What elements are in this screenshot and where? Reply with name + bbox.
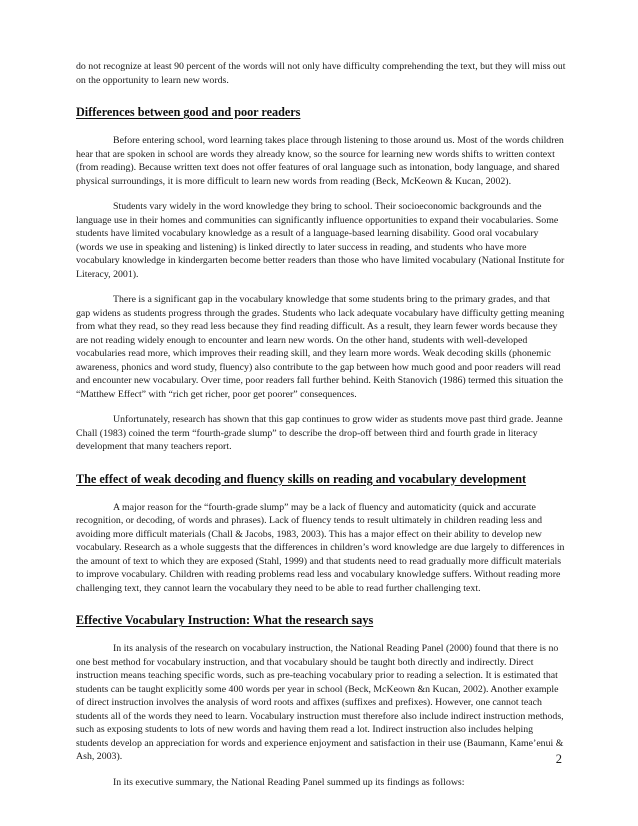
paragraph: A major reason for the “fourth-grade slump” may be a lack of fluency and automaticity (quick and accurate recognition, or decoding, of words and phrases). Lack of fluency tends to result ultimately in children reading less and avoiding more difficult materials (Chall & Jacobs, 1983, 2003). This has a major effect on their ability to develop new vocabulary. Research as a whole suggests that the differences in children’s word knowledge are due largely to differences in the amount of text to which they are exposed (Stahl, 1999) and that students need to read gradually more difficult materials to improve vocabulary. Children with reading problems read less and vocabulary knowledge suffers. Without reading more challenging text, they cannot learn the vocabulary they need to be able to read further challenging text.	[76, 501, 565, 594]
paragraph: In its executive summary, the National Reading Panel summed up its findings as follows:	[113, 776, 465, 788]
section-heading-effective-instruction: Effective Vocabulary Instruction: What the research says	[76, 613, 374, 627]
paragraph: Students vary widely in the word knowledge they bring to school. Their socioeconomic backgrounds and the language use in their homes and communities can significantly influence opportunities to expand their vocabularies. Some students have limited vocabulary knowledge as a result of a language-based learning disability. Good oral vocabulary (words we use in speaking and listening) is linked directly to later success in reading, and students who have more vocabulary knowledge in kindergarten become better readers than those who have limited vocabulary (National Institute for Literacy, 2001).	[76, 201, 565, 280]
section-heading-good-poor-readers: Differences between good and poor readers	[76, 105, 301, 119]
page-number: 2	[555, 752, 562, 766]
section-heading-weak-decoding: The effect of weak decoding and fluency skills on reading and vocabulary development	[76, 471, 527, 486]
opening-paragraph: do not recognize at least 90 percent of the words will not only have difficulty comprehending the text, but they will miss out on the opportunity to learn new words.	[76, 61, 566, 86]
paragraph: In its analysis of the research on vocabulary instruction, the National Reading Panel (2000) found that there is no one best method for vocabulary instruction, and that vocabulary should be taught both directly and indirectly. Direct instruction means teaching specific words, such as pre-teaching vocabulary prior to reading a selection. It is estimated that students can be taught explicitly some 400 words per year in school (Beck, McKeown &n Kucan, 2002). Another example of direct instruction involves the analysis of word roots and affixes (suffixes and prefixes). However, one cannot teach students all of the words they need to learn. Vocabulary instruction must therefore also include indirect instruction methods, such as exposing students to lots of new words and having them read a lot. Indirect instruction also includes helping students develop an appreciation for words and experience enjoyment and satisfaction in their use (Baumann, Kame’enui & Ash, 2003).	[76, 643, 564, 762]
paragraph: Before entering school, word learning takes place through listening to those around us. Most of the words children hear that are spoken in school are words they already know, so the source for learning new words shifts to written context (from reading). Because written text does not offer features of oral language such as intonation, body language, and shared physical surroundings, it is more difficult to learn new words from reading (Beck, McKeown & Kucan, 2002).	[76, 135, 564, 187]
document-page	[76, 60, 566, 789]
paragraph: There is a significant gap in the vocabulary knowledge that some students bring to the primary grades, and that gap widens as students progress through the grades. Students who lack adequate vocabulary have difficulty getting meaning from what they read, so they read less because they find reading difficult. As a result, they learn fewer words because they are not reading widely enough to encounter and learn new words. On the other hand, students with well-developed vocabularies read more, which improves their reading skill, and they learn more words. Weak decoding skills (phonemic awareness, phonics and word study, fluency) also contribute to the gap between how much good and poor readers will read and encounter new vocabulary. Over time, poor readers fall further behind. Keith Stanovich (1986) termed this situation the “Matthew Effect” with “rich get richer, poor get poorer” consequences.	[76, 294, 565, 400]
paragraph: Unfortunately, research has shown that this gap continues to grow wider as students move past third grade. Jeanne Chall (1983) coined the term “fourth-grade slump” to describe the drop-off between third and fourth grade in literacy development that many teachers report.	[76, 414, 563, 452]
